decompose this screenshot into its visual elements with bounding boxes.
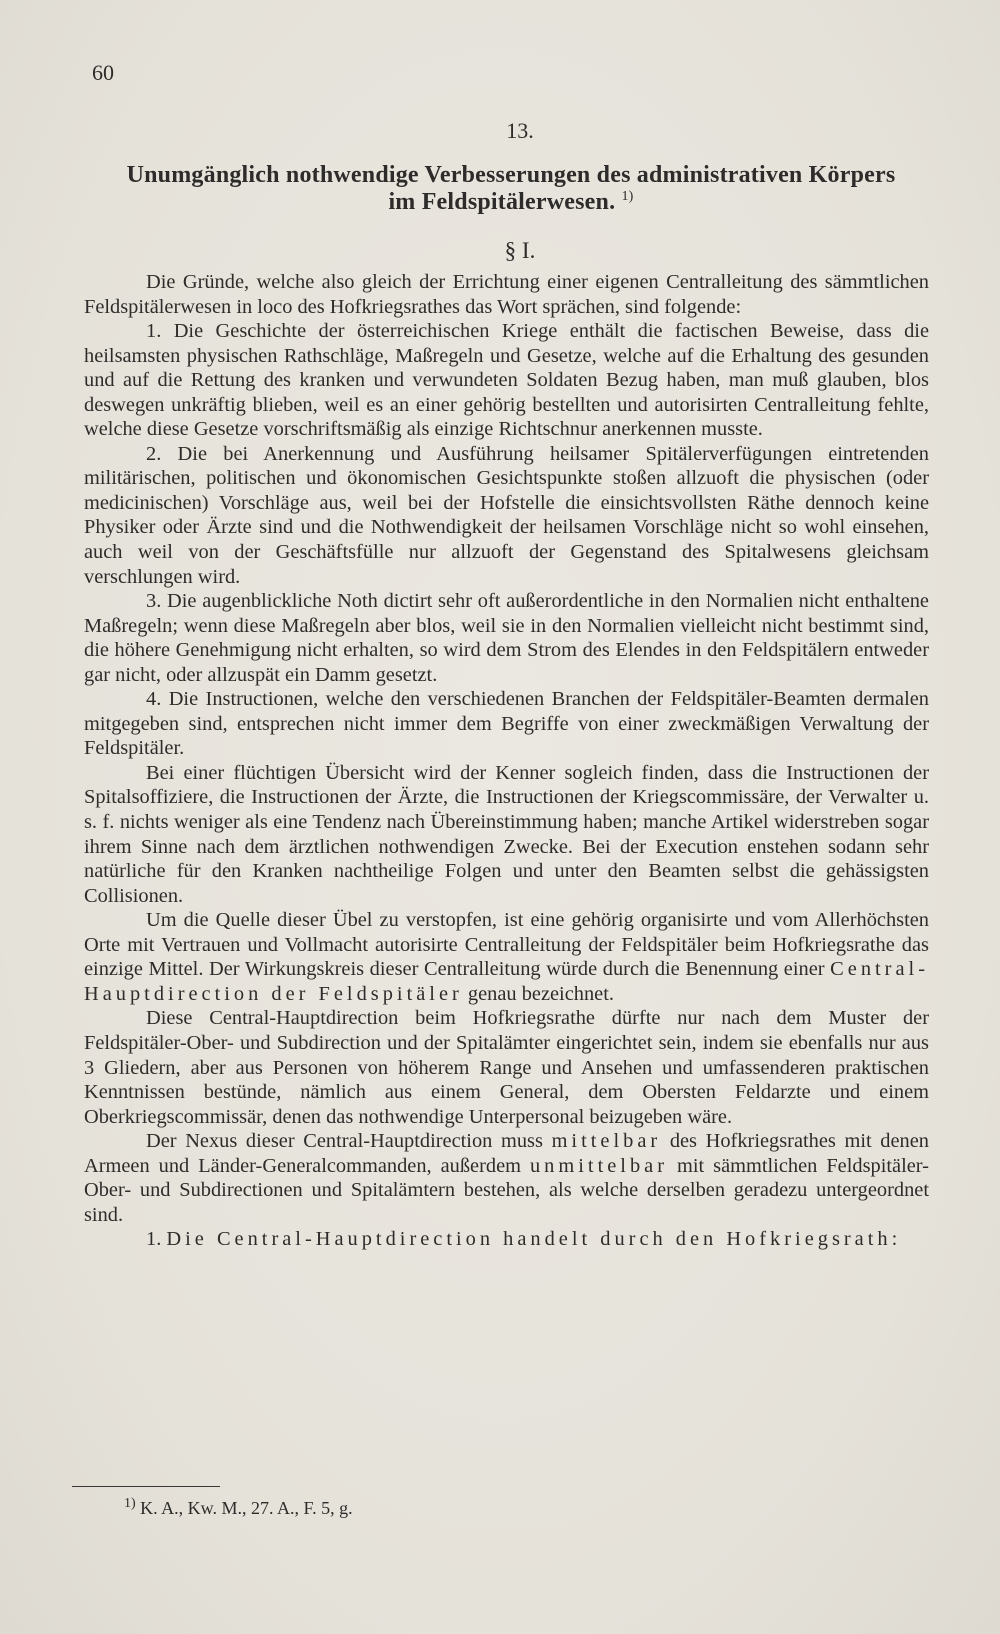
paragraph: Die Gründe, welche also gleich der Errichtung einer eigenen Centralleitung des sämmtlichen Feldspitälerwesen in loco des Hofkriegsrathes das Wort sprächen, sind folgende: — [84, 271, 929, 318]
title-line-1: Unumgänglich nothwendige Verbesserungen des administrativen Körpers — [126, 162, 896, 188]
text-run: des Hofkriegsrathes mit denen Armeen und Länder-Generalcommanden, außerdem — [84, 1130, 929, 1177]
document-number: 13. — [506, 118, 534, 143]
page-number: 60 — [92, 60, 114, 85]
body-text — [84, 270, 929, 1252]
paragraph-subpoint-1 — [84, 1227, 929, 1252]
footnote — [124, 1498, 353, 1519]
footnote-marker: 1) — [124, 1496, 136, 1511]
paragraph-point-4: 4. Die Instructionen, welche den verschiedenen Branchen der Feldspitäler-Beamten dermalen mitgegeben sind, entsprechen nicht immer dem Begriffe von einer zweckmäßigen Verwaltung der Feldspitäler. — [84, 688, 929, 760]
title-footnote-marker: 1) — [621, 189, 634, 204]
document-title — [90, 162, 932, 216]
paragraph-point-1: 1. Die Geschichte der österreichischen Kriege enthält die factischen Beweise, dass die heilsamsten physischen Rathschläge, Maßregeln und Gesetze, welche auf die Erhaltung des gesunden und auf die Rettung des kranken und verwundeten Soldaten Bezug haben, man muß glauben, blos deswegen unkräftig blieben, weil es an einer gehörig bestellten und autorisirten Centralleitung fehlte, welche diese Gesetze vorschriftsmäßig als einzige Richtschnur anerkennen musste. — [84, 320, 929, 441]
paragraph — [84, 1129, 929, 1227]
spaced-emphasis: unmittelbar — [529, 1154, 668, 1177]
spaced-emphasis: Die Central-Hauptdirection handelt durch den Hofkriegsrath: — [166, 1228, 902, 1251]
title-line-2: im Feldspitälerwesen. — [388, 189, 616, 215]
spaced-emphasis: Central-Hauptdirection der Feldspitäler — [84, 958, 929, 1005]
footnote-divider — [72, 1486, 220, 1487]
paragraph-point-3: 3. Die augenblickliche Noth dictirt sehr oft außerordentliche in den Normalien nicht enthaltene Maßregeln; wenn diese Maßregeln aber blos, weil sie in den Normalien vielleicht nicht bestimmt sind, die höhere Genehmigung nicht erhalten, so wird dem Strom des Elendes in den Feldspitälern entweder gar nicht, oder allzuspät ein Damm gesetzt. — [84, 590, 929, 686]
spaced-emphasis: mittelbar — [551, 1130, 662, 1153]
section-heading: § I. — [504, 238, 536, 263]
text-run: Der Nexus dieser Central-Hauptdirection muss — [146, 1130, 543, 1153]
paragraph-point-2: 2. Die bei Anerkennung und Ausführung heilsamer Spitälerverfügungen eintretenden militärischen, politischen und ökonomischen Gesichtspunkte stoßen allzuoft die physischen (oder medicinischen) Vorschläge aus, weil bei der Hofstelle die einsichtsvollsten Räthe dennoch keine Physiker oder Ärzte sind und die Nothwendigkeit der heilsamen Vorschläge nicht so wohl einsehen, auch weil von der Geschäftsfülle nur allzuoft der Gegenstand des Spitalwesens gleichsam verschlungen wird. — [84, 442, 929, 588]
paragraph: Diese Central-Hauptdirection beim Hofkriegsrathe dürfte nur nach dem Muster der Feldspitäler-Ober- und Subdirection und der Spitalämter eingerichtet sein, indem sie ebenfalls nur aus 3 Gliedern, aber aus Personen von höherem Range und Ansehen und umfassenderen praktischen Kenntnissen bestünde, nämlich aus einem General, dem Obersten Feldarzte und einem Oberkriegscommissär, denen das nothwendige Unterpersonal beizugeben wäre. — [84, 1007, 929, 1128]
subpoint-number: 1. — [146, 1228, 162, 1251]
paragraph: Bei einer flüchtigen Übersicht wird der Kenner sogleich finden, dass die Instructionen der Spitalsoffiziere, die Instructionen der Ärzte, die Instructionen der Kriegscommissäre, der Verwalter u. s. f. nichts weniger als eine Tendenz nach Übereinstimmung haben; manche Artikel widerstreben sogar ihrem Sinne nach dem ärztlichen nothwendigen Zwecke. Bei der Execution enstehen sodann sehr natürliche für den Kranken nachtheilige Folgen und unter den Beamten selbst die gehässigsten Collisionen. — [84, 761, 929, 907]
text-run: Um die Quelle dieser Übel zu verstopfen, ist eine gehörig organisirte und vom Allerhöchsten Orte mit Vertrauen und Vollmacht autorisirte Centralleitung der Feldspitäler beim Hofkriegsrathe das einzige Mittel. Der Wirkungskreis dieser Centralleitung würde durch die Benennung einer — [84, 909, 929, 981]
footnote-text: K. A., Kw. M., 27. A., F. 5, g. — [140, 1498, 353, 1518]
text-run: mit sämmtlichen Feldspitäler-Ober- und Subdirectionen und Spitalämtern bestehen, als welche derselben geradezu untergeordnet sind. — [84, 1154, 929, 1226]
paragraph — [84, 908, 929, 1006]
text-run: genau bezeichnet. — [467, 982, 614, 1005]
